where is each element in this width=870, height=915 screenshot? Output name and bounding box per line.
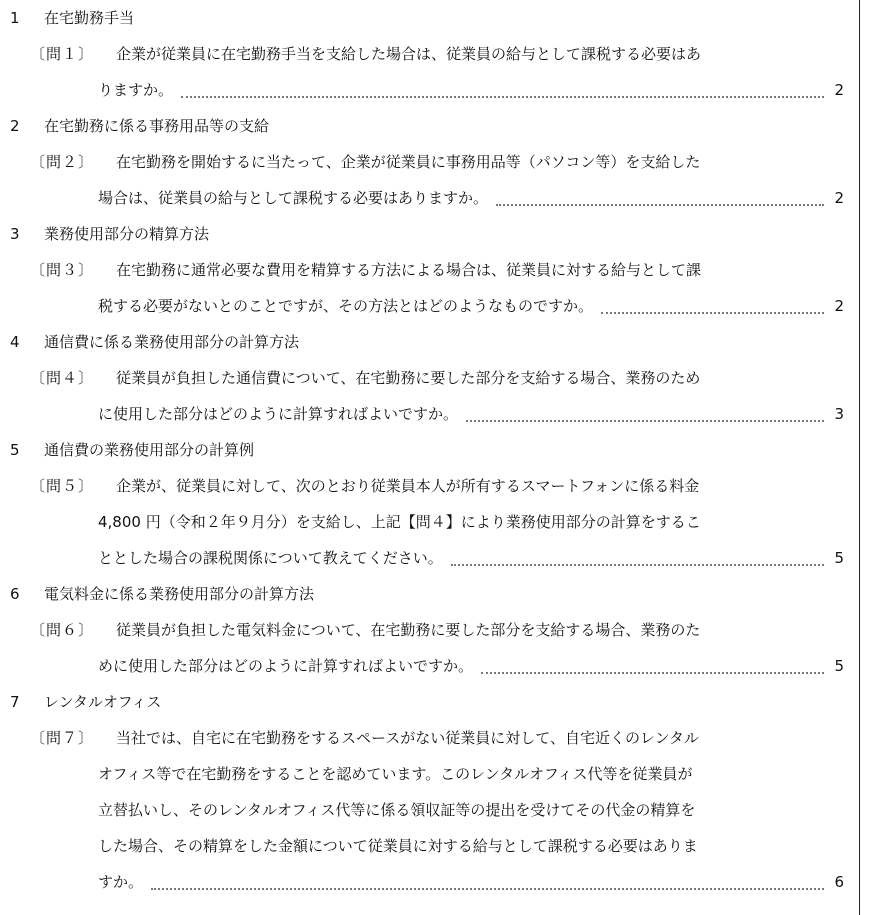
toc-entry [98, 648, 844, 684]
section-number: 7 [10, 693, 20, 711]
question-line [0, 360, 850, 396]
dot-leader [601, 311, 824, 314]
question-text: に使用した部分はどのように計算すればよいですか。 [98, 405, 459, 423]
dot-leader [151, 887, 824, 890]
dot-leader [481, 671, 824, 674]
section-heading [0, 0, 850, 36]
toc-entry [98, 180, 844, 216]
question-label: 〔問７〕 [30, 729, 95, 747]
dot-leader [466, 419, 824, 422]
section-title: レンタルオフィス [44, 693, 162, 711]
question-line [0, 720, 850, 756]
dot-leader [181, 95, 824, 98]
section-title: 業務使用部分の精算方法 [44, 225, 210, 243]
question-text: 従業員が負担した電気料金について、在宅勤務に要した部分を支給する場合、業務のた [116, 621, 701, 639]
question-line-last [0, 648, 850, 684]
question-line [0, 504, 850, 540]
right-margin-rule [859, 0, 860, 915]
question-text: 在宅勤務を開始するに当たって、企業が従業員に事務用品等（パソコン等）を支給した [116, 153, 701, 171]
section-number: 5 [10, 441, 20, 459]
question-text: 4,800 円（令和２年９月分）を支給し、上記【問４】により業務使用部分の計算をするこ [98, 513, 701, 531]
section-heading [0, 324, 850, 360]
question-text: 在宅勤務に通常必要な費用を精算する方法による場合は、従業員に対する給与として課 [116, 261, 702, 279]
question-text: 場合は、従業員の給与として課税する必要はありますか。 [98, 189, 489, 207]
dot-leader [451, 563, 824, 566]
question-label: 〔問５〕 [30, 477, 95, 495]
question-text: した場合、その精算をした金額について従業員に対する給与として課税する必要はありま [98, 837, 698, 855]
page-number: 6 [834, 873, 844, 891]
question-text: 企業が従業員に在宅勤務手当を支給した場合は、従業員の給与として課税する必要はあ [116, 45, 702, 63]
page-number: 3 [834, 405, 844, 423]
toc-entry [98, 288, 844, 324]
page-number: 2 [834, 297, 844, 315]
question-label: 〔問３〕 [30, 261, 95, 279]
toc-entry [98, 864, 844, 900]
section-title: 在宅勤務手当 [44, 9, 135, 27]
toc-entry [98, 540, 844, 576]
question-line [0, 756, 850, 792]
toc-entry [98, 396, 844, 432]
section-title: 電気料金に係る業務使用部分の計算方法 [44, 585, 315, 603]
question-line-last [0, 72, 850, 108]
page-number: 2 [834, 189, 844, 207]
section-heading [0, 684, 850, 720]
section-heading [0, 576, 850, 612]
question-text: 立替払いし、そのレンタルオフィス代等に係る領収証等の提出を受けてその代金の精算を [98, 801, 696, 819]
dot-leader [496, 203, 824, 206]
question-text: オフィス等で在宅勤務をすることを認めています。このレンタルオフィス代等を従業員が [98, 765, 693, 783]
question-line [0, 792, 850, 828]
question-line [0, 252, 850, 288]
question-text: ととした場合の課税関係について教えてください。 [98, 549, 443, 567]
question-label: 〔問１〕 [30, 45, 95, 63]
section-title: 通信費に係る業務使用部分の計算方法 [44, 333, 300, 351]
page-number: 2 [834, 81, 844, 99]
section-number: 4 [10, 333, 20, 351]
question-text: 企業が、従業員に対して、次のとおり従業員本人が所有するスマートフォンに係る料金 [116, 477, 700, 495]
question-label: 〔問２〕 [30, 153, 95, 171]
question-label: 〔問６〕 [30, 621, 95, 639]
question-line-last [0, 540, 850, 576]
question-line-last [0, 288, 850, 324]
question-text: めに使用した部分はどのように計算すればよいですか。 [98, 657, 474, 675]
toc-entry [98, 72, 844, 108]
section-heading [0, 108, 850, 144]
section-number: 2 [10, 117, 20, 135]
question-label: 〔問４〕 [30, 369, 95, 387]
section-number: 1 [10, 9, 20, 27]
question-line [0, 36, 850, 72]
question-line-last [0, 396, 850, 432]
section-number: 6 [10, 585, 20, 603]
question-line [0, 828, 850, 864]
question-line [0, 612, 850, 648]
question-text: りますか。 [98, 81, 174, 99]
section-heading [0, 432, 850, 468]
question-line [0, 144, 850, 180]
question-line [0, 468, 850, 504]
page-number: 5 [834, 549, 844, 567]
section-title: 通信費の業務使用部分の計算例 [44, 441, 255, 459]
question-text: すか。 [98, 873, 144, 891]
question-text: 税する必要がないとのことですが、その方法とはどのようなものですか。 [98, 297, 594, 315]
question-line-last [0, 864, 850, 900]
section-title: 在宅勤務に係る事務用品等の支給 [44, 117, 270, 135]
page-number: 5 [834, 657, 844, 675]
section-number: 3 [10, 225, 20, 243]
question-line-last [0, 180, 850, 216]
section-heading [0, 216, 850, 252]
question-text: 当社では、自宅に在宅勤務をするスペースがない従業員に対して、自宅近くのレンタル [116, 729, 699, 747]
question-text: 従業員が負担した通信費について、在宅勤務に要した部分を支給する場合、業務のため [116, 369, 701, 387]
